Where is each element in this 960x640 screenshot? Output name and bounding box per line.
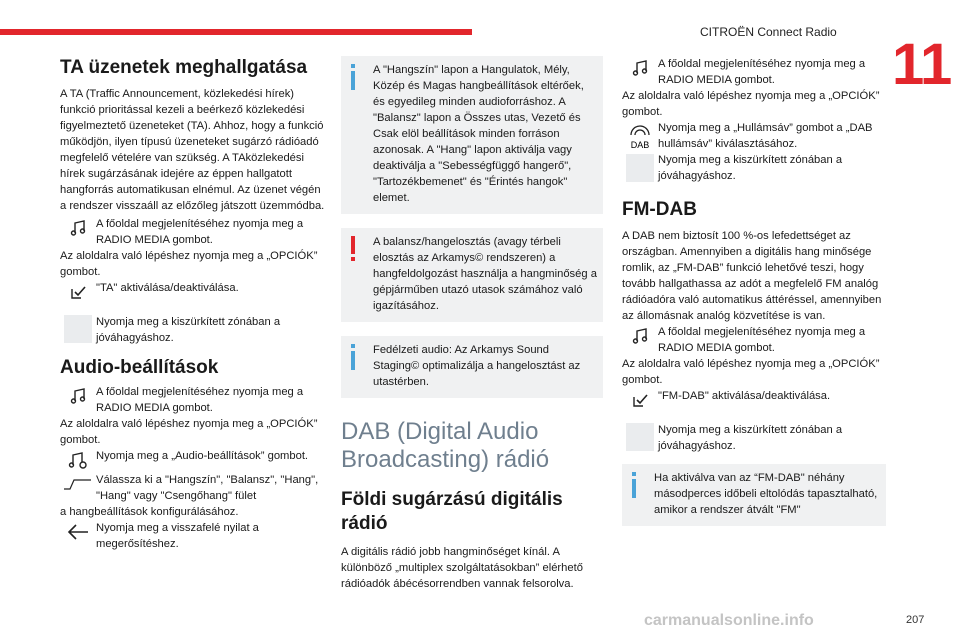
ta-step-1 [60,216,328,248]
top-red-bar [0,29,472,35]
fm-step-1b: Az aloldalra való lépéshez nyomja meg a „OPCIÓK” gombot. [622,358,880,386]
chapter-number: 11 [892,32,952,97]
audio-step-2 [60,448,328,472]
ta-step-1b: Az aloldalra való lépéshez nyomja meg a „OPCIÓK” gombot. [60,250,318,278]
info-note-2-text: Fedélzeti audio: Az Arkamys Sound Staging© optimalizálja a hangelosztást az utastérben. [373,344,581,388]
ta-title: TA üzenetek meghallgatása [60,57,308,78]
warning-note [341,228,603,322]
dab-subtitle: Földi sugárzású digitális rádió [341,489,563,534]
dab-radio-icon [622,120,658,152]
info-icon [349,64,357,90]
fm-step-1 [622,324,886,356]
audio-step-3b: a hangbeállítások konfigurálásához. [60,506,239,518]
fm-step-3 [622,422,886,454]
info-note-3 [622,464,886,526]
tab-icon [60,472,96,496]
info-note-1-text: A "Hangszín" lapon a Hangulatok, Mély, Közép és Magas hangbeállítások eltérőek, és egyedileg minden audioforráshoz. A "Balansz" lapon a Összes utas, Vezető és Csak elöl beállítások minden forráson azonosak. A "Hang" lapon aktiválja vagy deaktiválja a "Sebességfüggő hangerő", "Tartozékbemenet" és "Érintés hangok" elemet. [373,64,584,204]
dab-step-1b: Az aloldalra való lépéshez nyomja meg a „OPCIÓK” gombot. [622,90,880,118]
ta-step-2-text: "TA" aktiválása/deaktiválása. [96,282,239,294]
dab-text: A digitális rádió jobb hangminőséget kínál. A különböző „multiplex szolgáltatásokban” elérhető rádióadók ábécésorrendben vannak felsorolva. [341,546,583,590]
audio-step-1-text: A főoldal megjelenítéséhez nyomja meg a RADIO MEDIA gombot. [96,386,304,414]
fm-step-2 [622,388,886,412]
audio-settings-icon [60,448,96,472]
header-title: CITROËN Connect Radio [700,25,837,39]
music-note-icon [60,384,96,408]
fm-dab-text: A DAB nem biztosít 100 %-os lefedettséget az országban. Amennyiben a digitális hang minősége romlik, az „FM-DAB” funkció lehetővé teszi, hogy tovább hallgathassa az adót a megfelelő FM analóg rádióadóra való automatikus áttéréssel, amennyiben az állomásnak analóg közvetítése is van. [622,230,882,322]
grey-zone-icon [622,152,658,184]
ta-step-3 [60,314,328,346]
warning-note-text: A balansz/hangelosztás (avagy térbeli elosztás az Arkamys© rendszeren) a hangfeldolgozást használja a hangminőség a gépjárműben utazó utasok számához való igazításához. [373,236,597,312]
ta-intro: A TA (Traffic Announcement, közlekedési hírek) funkció prioritással kezeli a beérkező közlekedési figyelmeztető üzeneteket (TA). Ahhoz, hogy a funkció működjön, ilyen típusú üzeneteket sugárzó rádióadó megfelelő vételére van szükség. A TAközlekedési hírek sugárzásának idejére az éppen hallgatott hangforrás automatikusan elnémul. Az üzenet végén a rendszer visszaáll az előzőleg játszott üzemmódba. [60,88,325,212]
audio-step-1 [60,384,328,416]
page-number: 207 [906,614,925,626]
warning-icon [349,236,357,262]
info-note-2 [341,336,603,398]
dab-step-1 [622,56,886,88]
dab-step-3 [622,152,886,184]
dab-step-1-text: A főoldal megjelenítéséhez nyomja meg a RADIO MEDIA gombot. [658,58,866,86]
dab-step-2 [622,120,886,152]
audio-step-4-text: Nyomja meg a visszafelé nyilat a megerősítéshez. [96,522,259,550]
ta-step-3-text: Nyomja meg a kiszürkített zónában a jóváhagyáshoz. [96,316,281,344]
music-note-icon [622,324,658,348]
info-icon [349,344,357,370]
fm-step-1-text: A főoldal megjelenítéséhez nyomja meg a RADIO MEDIA gombot. [658,326,866,354]
watermark: carmanualsonline.info [644,612,814,629]
music-note-icon [60,216,96,240]
audio-step-3-text: Válassza ki a "Hangszín", "Balansz", "Hang", "Hang" vagy "Csengőhang" fület [96,474,319,502]
info-icon [630,472,638,498]
info-note-3-text: Ha aktiválva van az “FM-DAB" néhány másodperces időbeli eltolódás tapasztalható, amikor a rendszer átvált "FM" [654,472,878,516]
audio-title: Audio-beállítások [60,357,219,378]
checkbox-icon [60,280,96,304]
audio-step-3 [60,472,328,504]
audio-step-1b: Az aloldalra való lépéshez nyomja meg a „OPCIÓK” gombot. [60,418,318,446]
ta-step-1-text: A főoldal megjelenítéséhez nyomja meg a RADIO MEDIA gombot. [96,218,304,246]
fm-step-3-text: Nyomja meg a kiszürkített zónában a jóváhagyáshoz. [658,424,843,452]
fm-step-2-text: "FM-DAB" aktiválása/deaktiválása. [658,390,831,402]
fm-dab-title: FM-DAB [622,199,697,220]
dab-step-3-text: Nyomja meg a kiszürkített zónában a jóváhagyáshoz. [658,154,843,182]
dab-icon-label: DAB [630,140,650,150]
dab-title: DAB (Digital Audio Broadcasting) rádió [341,418,550,473]
checkbox-icon [622,388,658,412]
dab-step-2-text: Nyomja meg a „Hullámsáv” gombot a „DAB hullámsáv” kiválasztásához. [658,122,873,150]
audio-step-4 [60,520,328,552]
music-note-icon [622,56,658,80]
audio-step-2-text: Nyomja meg a „Audio-beállítások” gombot. [96,450,309,462]
ta-step-2 [60,280,328,304]
back-arrow-icon [60,520,96,544]
info-note-1 [341,56,603,214]
grey-zone-icon [60,314,96,344]
column-3 [622,56,886,526]
column-1 [60,56,328,552]
grey-zone-icon [622,422,658,452]
column-2 [341,56,603,592]
